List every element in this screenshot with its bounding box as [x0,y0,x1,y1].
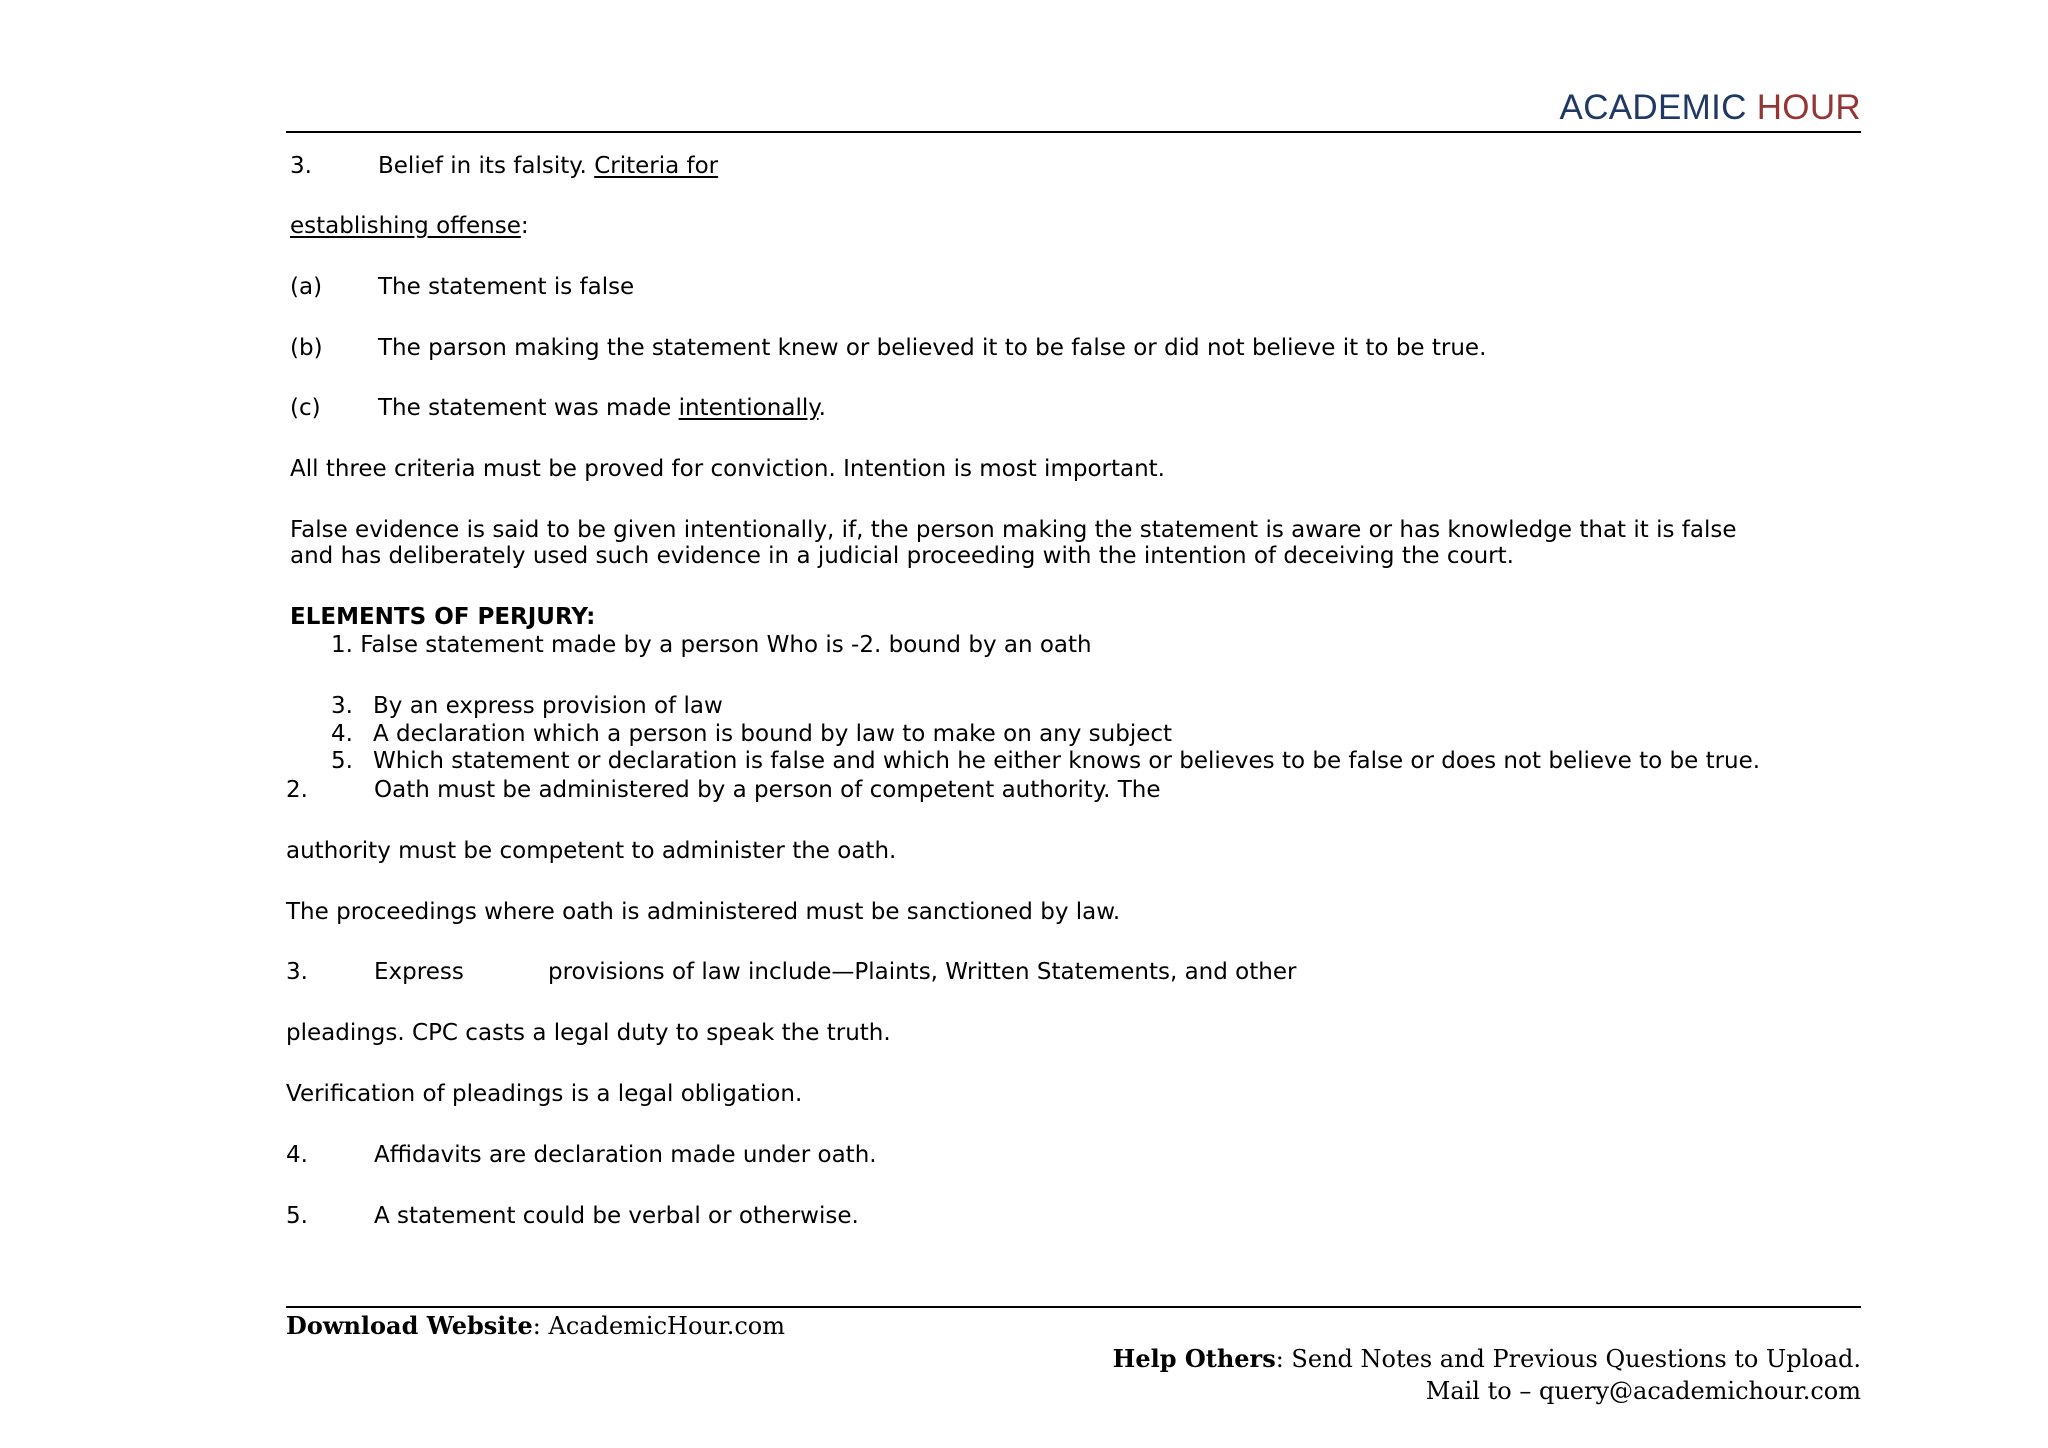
item-3-number: 3. [290,153,312,179]
intentionally-link: intentionally [678,395,819,421]
help-value: : Send Notes and Previous Questions to Upload. [1275,1345,1861,1373]
element-4-number: 4. [331,721,353,747]
criterion-c-line [378,394,826,422]
brand-logo [1560,88,1861,128]
para-false-evidence-2: and has deliberately used such evidence in a judicial proceeding with the intention of deceiving the court. [290,543,1514,569]
footer-help [1113,1344,1861,1373]
para-verification: Verification of pleadings is a legal obligation. [286,1081,803,1107]
item-3-text: Belief in its falsity. [378,153,587,179]
criterion-a-text: The statement is false [378,274,635,300]
para-4-number: 4. [286,1142,308,1168]
criterion-c-text: The statement was made [378,395,672,421]
item-3-line [378,152,718,180]
criterion-a-label: (a) [290,274,323,300]
help-label: Help Others [1112,1344,1276,1373]
element-5: Which statement or declaration is false and which he either knows or believes to be false or does not believe to be true. [373,748,1761,774]
para-2-text: Oath must be administered by a person of competent authority. The [374,777,1161,803]
footer-mail: Mail to – query@academichour.com [1425,1377,1861,1405]
para-3-text: provisions of law include—Plaints, Written Statements, and other [548,959,1297,985]
criteria-for-link: Criteria for [594,153,719,179]
para-3-word: Express [374,959,464,985]
brand-part-hour: HOUR [1756,88,1861,127]
para-2-number: 2. [286,777,308,803]
download-value: : AcademicHour.com [532,1312,785,1340]
brand-part-academic: ACADEMIC [1559,88,1747,127]
para-false-evidence-1: False evidence is said to be given intentionally, if, the person making the statement is aware or has knowledge that it is false [290,517,1737,543]
element-5-number: 5. [331,748,353,774]
criterion-b-text: The parson making the statement knew or believed it to be false or did not believe it to be true. [378,335,1487,361]
elements-heading: ELEMENTS OF PERJURY: [290,604,596,630]
para-5-number: 5. [286,1203,308,1229]
element-1: 1. False statement made by a person Who is -2. bound by an oath [331,632,1092,658]
para-2-continued: authority must be competent to administer the oath. [286,838,897,864]
header-divider [286,131,1861,133]
para-5-text: A statement could be verbal or otherwise. [374,1203,859,1229]
para-3-continued: pleadings. CPC casts a legal duty to speak the truth. [286,1020,891,1046]
criterion-b-label: (b) [290,335,323,361]
download-label: Download Website [286,1311,533,1340]
establishing-offense-link: establishing offense [290,213,521,239]
para-proceedings: The proceedings where oath is administered must be sanctioned by law. [286,899,1121,925]
criterion-c-period: . [818,395,826,421]
criteria-colon: : [520,213,529,239]
element-3: By an express provision of law [373,693,723,719]
para-4-text: Affidavits are declaration made under oath. [374,1142,877,1168]
para-all-three: All three criteria must be proved for conviction. Intention is most important. [290,456,1165,482]
element-4: A declaration which a person is bound by law to make on any subject [373,721,1173,747]
element-3-number: 3. [331,693,353,719]
footer-divider [286,1306,1861,1308]
para-3-number: 3. [286,959,308,985]
footer-download [286,1311,785,1340]
criteria-heading [290,212,529,240]
criterion-c-label: (c) [290,395,321,421]
